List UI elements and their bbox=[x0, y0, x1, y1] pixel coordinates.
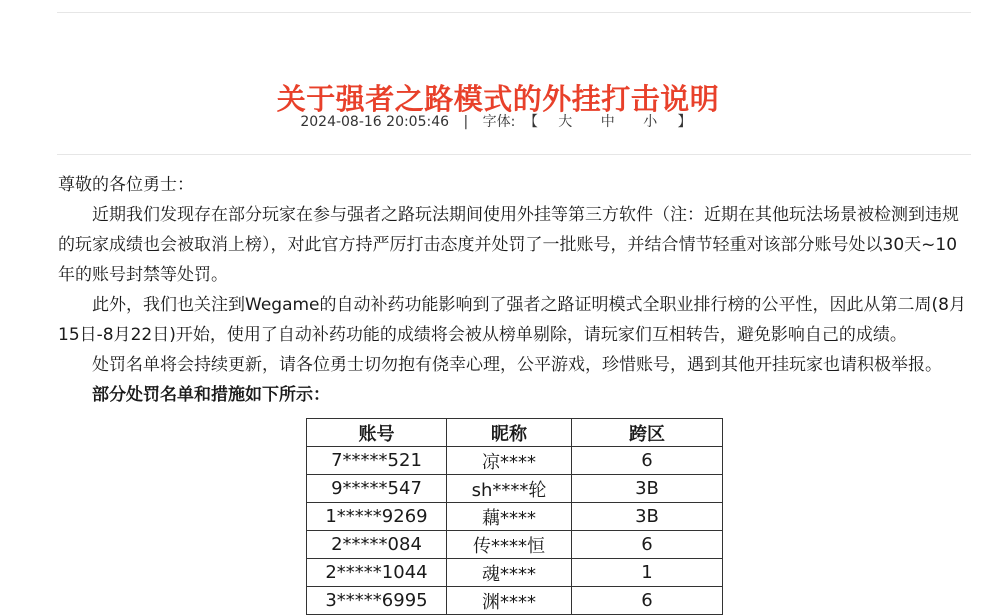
publish-datetime: 2024-08-16 20:05:46 bbox=[300, 114, 450, 130]
header-divider bbox=[57, 154, 971, 155]
table-header-row bbox=[307, 419, 723, 447]
article-meta bbox=[0, 111, 996, 131]
cell-nickname: 渊**** bbox=[447, 587, 572, 615]
table-row bbox=[307, 587, 723, 615]
meta-separator: | bbox=[463, 114, 469, 130]
table-row bbox=[307, 531, 723, 559]
table-row bbox=[307, 559, 723, 587]
font-size-label: 字体: bbox=[482, 114, 516, 130]
table-row bbox=[307, 475, 723, 503]
cell-server: 6 bbox=[572, 531, 723, 559]
header-server: 跨区 bbox=[572, 419, 723, 447]
paragraph-1: 近期我们发现存在部分玩家在参与强者之路玩法期间使用外挂等第三方软件（注：近期在其他玩法场景被检测到违规的玩家成绩也会被取消上榜），对此官方持严厉打击态度并处罚了一批账号，并结合情节轻重对该部分账号处以30天~10年的账号封禁等处罚。 bbox=[58, 205, 959, 285]
bracket-close: 】 bbox=[677, 114, 692, 130]
font-size-large-button[interactable]: 大 bbox=[558, 114, 573, 130]
article-body bbox=[58, 170, 972, 410]
bracket-open: 【 bbox=[523, 114, 538, 130]
cell-account: 1*****9269 bbox=[307, 503, 447, 531]
cell-server: 3B bbox=[572, 475, 723, 503]
article-title: 关于强者之路模式的外挂打击说明 bbox=[276, 82, 720, 117]
cell-account: 2*****084 bbox=[307, 531, 447, 559]
cell-server: 3B bbox=[572, 503, 723, 531]
greeting: 尊敬的各位勇士： bbox=[58, 175, 194, 195]
cell-account: 7*****521 bbox=[307, 447, 447, 475]
cell-account: 3*****6995 bbox=[307, 587, 447, 615]
top-divider bbox=[57, 12, 971, 13]
cell-account: 9*****547 bbox=[307, 475, 447, 503]
cell-server: 1 bbox=[572, 559, 723, 587]
cell-nickname: 藕**** bbox=[447, 503, 572, 531]
paragraph-2: 此外，我们也关注到Wegame的自动补药功能影响到了强者之路证明模式全职业排行榜的公平性，因此从第二周(8月15日-8月22日)开始，使用了自动补药功能的成绩将会被从榜单剔除，请玩家们互相转告，避免影响自己的成绩。 bbox=[58, 295, 966, 345]
font-size-medium-button[interactable]: 中 bbox=[600, 114, 615, 130]
cell-account: 2*****1044 bbox=[307, 559, 447, 587]
list-heading: 部分处罚名单和措施如下所示： bbox=[92, 385, 330, 405]
header-account: 账号 bbox=[307, 419, 447, 447]
cell-nickname: 传****恒 bbox=[447, 531, 572, 559]
cell-server: 6 bbox=[572, 447, 723, 475]
cell-server: 6 bbox=[572, 587, 723, 615]
cell-nickname: sh****轮 bbox=[447, 475, 572, 503]
font-size-small-button[interactable]: 小 bbox=[643, 114, 658, 130]
header-nickname: 昵称 bbox=[447, 419, 572, 447]
punishment-table bbox=[306, 418, 723, 615]
table-row bbox=[307, 503, 723, 531]
cell-nickname: 凉**** bbox=[447, 447, 572, 475]
paragraph-3: 处罚名单将会持续更新，请各位勇士切勿抱有侥幸心理，公平游戏，珍惜账号，遇到其他开挂玩家也请积极举报。 bbox=[92, 355, 942, 375]
table-row bbox=[307, 447, 723, 475]
cell-nickname: 魂**** bbox=[447, 559, 572, 587]
